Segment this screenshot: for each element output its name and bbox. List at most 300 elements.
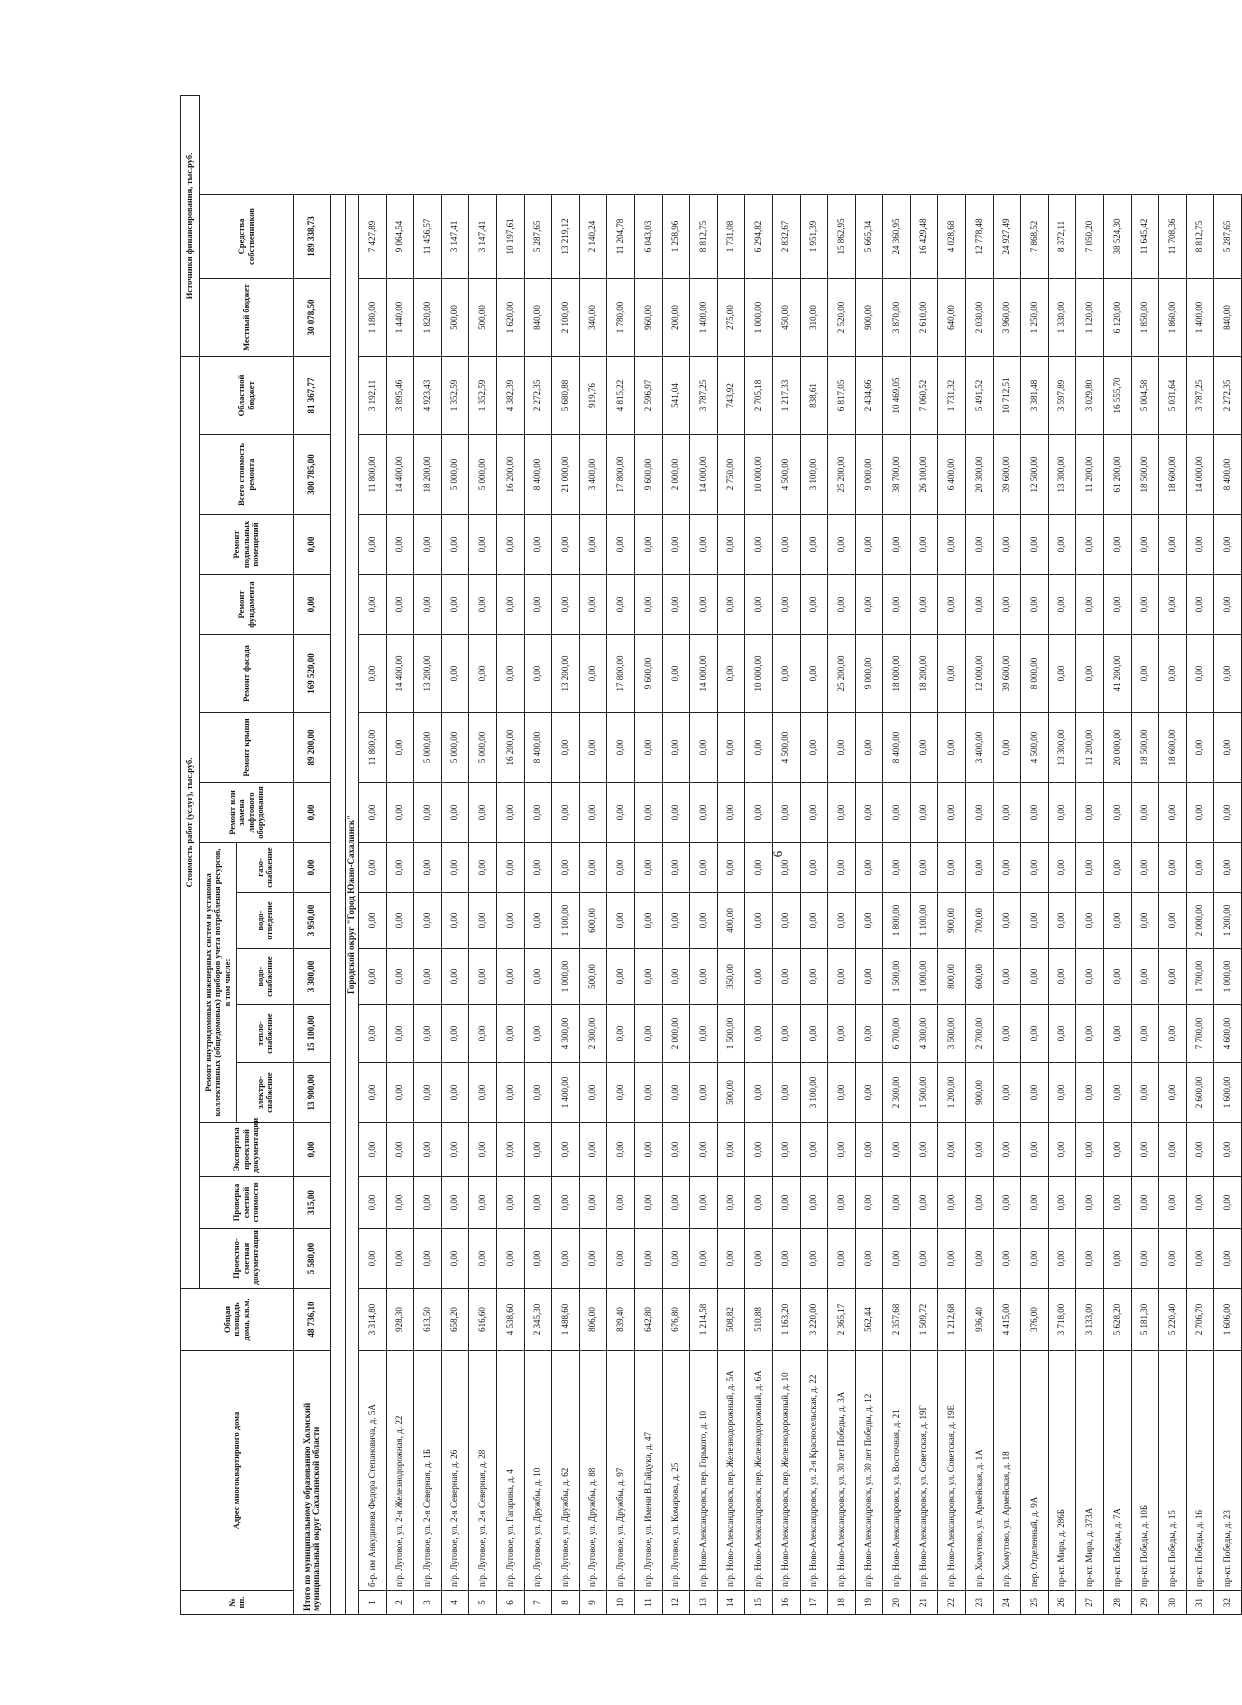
- table-row: [717, 96, 745, 1615]
- row-cell: 4 415,00: [993, 1289, 1021, 1351]
- header-owners: Средства собственников: [200, 194, 294, 278]
- district-label: Городской округ "Город Южно-Сахалинск": [346, 194, 359, 1614]
- row-address: п/р. Ново-Александровск, пер. Горького, д. 10: [690, 1351, 718, 1591]
- row-cell: 1 120,00: [1076, 278, 1104, 356]
- row-cell: 0,00: [938, 1123, 966, 1177]
- row-cell: 0,00: [938, 515, 966, 575]
- row-cell: 0,00: [1214, 575, 1242, 635]
- row-cell: 0,00: [1021, 1229, 1049, 1289]
- total-label: Итого по муниципальному образованию Холмский муниципальный округ Сахалинской области: [294, 1351, 331, 1615]
- row-cell: 0,00: [966, 1177, 994, 1229]
- table-row: [469, 96, 497, 1615]
- header-gas: газо-снабжение: [237, 843, 294, 893]
- row-cell: 0,00: [745, 1177, 773, 1229]
- row-cell: 61 200,00: [1104, 435, 1132, 515]
- row-cell: 0,00: [469, 1063, 497, 1123]
- row-cell: 11 456,57: [414, 194, 442, 278]
- row-cell: 14 400,00: [386, 635, 414, 713]
- row-cell: 0,00: [883, 515, 911, 575]
- row-number: 23: [966, 1591, 994, 1615]
- row-cell: 7 060,52: [910, 356, 938, 434]
- table-row: [800, 96, 828, 1615]
- header-roof: Ремонт крыши: [200, 713, 294, 783]
- row-cell: 7 050,20: [1076, 194, 1104, 278]
- row-address: п/р. Ново-Александровск, ул. Советская, д. 19Г: [910, 1351, 938, 1591]
- row-cell: 1 850,00: [1131, 278, 1159, 356]
- row-cell: 0,00: [441, 575, 469, 635]
- row-cell: 0,00: [855, 1063, 883, 1123]
- total-cell: 0,00: [294, 515, 331, 575]
- row-cell: 0,00: [690, 713, 718, 783]
- row-cell: 3 147,41: [469, 194, 497, 278]
- row-cell: 17 800,00: [607, 435, 635, 515]
- row-cell: 5 491,52: [966, 356, 994, 434]
- row-cell: 700,00: [966, 893, 994, 949]
- row-cell: 4 500,00: [772, 713, 800, 783]
- page-number: 6: [770, 850, 785, 858]
- total-cell: 315,00: [294, 1177, 331, 1229]
- row-cell: 0,00: [441, 1229, 469, 1289]
- row-cell: 0,00: [1021, 783, 1049, 843]
- row-cell: 25 200,00: [828, 435, 856, 515]
- row-cell: 6 700,00: [883, 1005, 911, 1063]
- row-cell: 0,00: [469, 1177, 497, 1229]
- row-cell: 1 731,32: [938, 356, 966, 434]
- row-cell: 1 500,00: [717, 1005, 745, 1063]
- row-cell: 0,00: [1076, 1177, 1104, 1229]
- row-cell: 10 197,61: [496, 194, 524, 278]
- row-address: п/р. Ново-Александровск, пер. Железнодорожный, д. 6А: [745, 1351, 773, 1591]
- row-cell: 600,00: [966, 949, 994, 1005]
- row-cell: 0,00: [414, 575, 442, 635]
- row-cell: 1 250,00: [1021, 278, 1049, 356]
- row-cell: 0,00: [386, 1063, 414, 1123]
- row-cell: 3 500,00: [938, 1005, 966, 1063]
- row-cell: 4 923,43: [414, 356, 442, 434]
- row-cell: 0,00: [938, 783, 966, 843]
- row-cell: 2 345,30: [524, 1289, 552, 1351]
- row-address: п/р. Ново-Александровск, пер. Железнодорожный, д. 5А: [717, 1351, 745, 1591]
- district-row: [346, 96, 359, 1615]
- row-cell: 1 440,00: [386, 278, 414, 356]
- total-cell: 0,00: [294, 783, 331, 843]
- row-cell: 0,00: [1048, 783, 1076, 843]
- row-cell: 0,00: [469, 1229, 497, 1289]
- row-cell: 0,00: [414, 1005, 442, 1063]
- row-cell: 1 200,00: [938, 1063, 966, 1123]
- row-cell: 0,00: [828, 843, 856, 893]
- total-cell: 0,00: [294, 843, 331, 893]
- row-cell: 0,00: [745, 1229, 773, 1289]
- row-cell: 1 100,00: [910, 893, 938, 949]
- row-cell: 0,00: [690, 1123, 718, 1177]
- row-address: п/р. Луговое, ул. 2-я Железнодорожная, д. 22: [386, 1351, 414, 1591]
- row-number: 6: [496, 1591, 524, 1615]
- row-cell: 0,00: [690, 1063, 718, 1123]
- row-cell: 0,00: [662, 1123, 690, 1177]
- row-cell: 0,00: [910, 843, 938, 893]
- table-row: [993, 96, 1021, 1615]
- table-row: [1021, 96, 1049, 1615]
- row-cell: 0,00: [359, 635, 387, 713]
- row-cell: 0,00: [772, 1063, 800, 1123]
- row-cell: 0,00: [607, 783, 635, 843]
- row-cell: 0,00: [855, 713, 883, 783]
- total-cell: 169 520,00: [294, 635, 331, 713]
- table-row: [855, 96, 883, 1615]
- row-cell: 0,00: [662, 713, 690, 783]
- row-cell: 0,00: [524, 1123, 552, 1177]
- row-cell: 0,00: [634, 1063, 662, 1123]
- row-cell: 0,00: [745, 1063, 773, 1123]
- row-cell: 0,00: [690, 843, 718, 893]
- row-cell: 0,00: [938, 1177, 966, 1229]
- row-number: 16: [772, 1591, 800, 1615]
- row-number: 30: [1159, 1591, 1187, 1615]
- total-cell: 0,00: [294, 575, 331, 635]
- repair-program-table: [180, 95, 1242, 1615]
- row-cell: 0,00: [1131, 515, 1159, 575]
- row-cell: 0,00: [855, 1177, 883, 1229]
- row-cell: 0,00: [1021, 893, 1049, 949]
- row-cell: 0,00: [524, 783, 552, 843]
- row-cell: 5 000,00: [441, 435, 469, 515]
- row-cell: 1 600,00: [1214, 1063, 1242, 1123]
- spacer-row: [331, 96, 346, 1615]
- row-cell: 0,00: [414, 1177, 442, 1229]
- row-cell: 0,00: [1159, 949, 1187, 1005]
- row-cell: 2 596,97: [634, 356, 662, 434]
- row-cell: 0,00: [496, 1063, 524, 1123]
- row-cell: 0,00: [855, 515, 883, 575]
- row-cell: 12 000,00: [966, 635, 994, 713]
- row-cell: 0,00: [1076, 843, 1104, 893]
- row-cell: 0,00: [662, 783, 690, 843]
- row-cell: 0,00: [496, 1177, 524, 1229]
- row-cell: 0,00: [772, 1229, 800, 1289]
- row-cell: 0,00: [441, 515, 469, 575]
- row-cell: 2 365,17: [828, 1289, 856, 1351]
- row-cell: 0,00: [662, 1063, 690, 1123]
- row-cell: 0,00: [634, 1177, 662, 1229]
- row-address: п/р. Луговое, ул. Дружбы, д. 10: [524, 1351, 552, 1591]
- row-cell: 5 000,00: [469, 435, 497, 515]
- row-cell: 2 000,00: [1186, 893, 1214, 949]
- row-number: 13: [690, 1591, 718, 1615]
- header-sewer: водо-отведение: [237, 893, 294, 949]
- row-cell: 3 147,41: [441, 194, 469, 278]
- row-cell: 0,00: [855, 575, 883, 635]
- row-cell: 0,00: [1214, 1229, 1242, 1289]
- row-cell: 2 000,00: [662, 435, 690, 515]
- row-cell: 0,00: [1104, 1229, 1132, 1289]
- row-cell: 616,60: [469, 1289, 497, 1351]
- table-row: [579, 96, 607, 1615]
- row-cell: 0,00: [1076, 1123, 1104, 1177]
- row-cell: 0,00: [883, 575, 911, 635]
- row-number: 14: [717, 1591, 745, 1615]
- table-row: [1214, 96, 1242, 1615]
- row-cell: 11 800,00: [359, 713, 387, 783]
- row-cell: 0,00: [579, 1177, 607, 1229]
- row-cell: 0,00: [414, 893, 442, 949]
- row-cell: 2 706,70: [1186, 1289, 1214, 1351]
- row-cell: 0,00: [745, 1005, 773, 1063]
- row-cell: 0,00: [966, 515, 994, 575]
- row-cell: 840,00: [1214, 278, 1242, 356]
- row-cell: 3 314,80: [359, 1289, 387, 1351]
- table-row: [634, 96, 662, 1615]
- row-cell: 0,00: [1104, 893, 1132, 949]
- row-cell: 1 400,00: [552, 1063, 580, 1123]
- row-address: п/р. Ново-Александровск, ул. 30 лет Победы, д. 12: [855, 1351, 883, 1591]
- row-cell: 0,00: [828, 1123, 856, 1177]
- row-cell: 0,00: [634, 893, 662, 949]
- row-cell: 0,00: [1131, 1123, 1159, 1177]
- row-cell: 0,00: [690, 1229, 718, 1289]
- table-row: [938, 96, 966, 1615]
- row-cell: 800,00: [938, 949, 966, 1005]
- row-cell: 0,00: [1076, 1063, 1104, 1123]
- row-cell: 0,00: [524, 1005, 552, 1063]
- row-cell: 0,00: [634, 1229, 662, 1289]
- row-cell: 3 895,46: [386, 356, 414, 434]
- row-cell: 5 004,58: [1131, 356, 1159, 434]
- row-cell: 0,00: [496, 893, 524, 949]
- row-cell: 0,00: [1214, 713, 1242, 783]
- row-cell: 0,00: [910, 575, 938, 635]
- row-cell: 0,00: [386, 893, 414, 949]
- row-cell: 2 030,00: [966, 278, 994, 356]
- row-cell: 450,00: [772, 278, 800, 356]
- row-cell: 0,00: [607, 1005, 635, 1063]
- row-cell: 0,00: [772, 1123, 800, 1177]
- row-cell: 0,00: [607, 575, 635, 635]
- row-cell: 18 500,00: [1131, 713, 1159, 783]
- row-cell: 9 000,00: [855, 435, 883, 515]
- row-cell: 0,00: [1048, 575, 1076, 635]
- row-cell: 8 372,11: [1048, 194, 1076, 278]
- row-cell: 0,00: [469, 893, 497, 949]
- row-cell: 8 812,75: [690, 194, 718, 278]
- row-cell: 0,00: [441, 635, 469, 713]
- row-address: п/р. Хомутово, ул. Армейская, д. 18: [993, 1351, 1021, 1591]
- total-cell: 189 338,73: [294, 194, 331, 278]
- row-cell: 5 000,00: [414, 713, 442, 783]
- row-cell: 3 787,25: [1186, 356, 1214, 434]
- row-cell: 0,00: [938, 713, 966, 783]
- row-cell: 1 217,33: [772, 356, 800, 434]
- row-address: пр-кт. Победы, д. 10Б: [1131, 1351, 1159, 1591]
- header-group-engineering: Ремонт внутридомовых инженерных систем и установка коллективных (общедомовых) приборов учета потребления ресурсов, в том числе:: [200, 843, 237, 1123]
- row-cell: 0,00: [1159, 575, 1187, 635]
- row-cell: 500,00: [469, 278, 497, 356]
- row-cell: 0,00: [524, 1177, 552, 1229]
- row-cell: 38 524,30: [1104, 194, 1132, 278]
- row-cell: 1 500,00: [883, 949, 911, 1005]
- row-cell: 0,00: [993, 1229, 1021, 1289]
- row-address: п/р. Луговое, ул. Дружбы, д. 62: [552, 1351, 580, 1591]
- row-cell: 0,00: [359, 1005, 387, 1063]
- row-cell: 0,00: [1186, 635, 1214, 713]
- row-cell: 16 555,70: [1104, 356, 1132, 434]
- row-cell: 6 400,00: [938, 435, 966, 515]
- row-cell: 0,00: [1159, 1177, 1187, 1229]
- row-cell: 9 000,00: [855, 635, 883, 713]
- row-cell: 0,00: [441, 1005, 469, 1063]
- header-regional: Областной бюджет: [200, 356, 294, 434]
- row-cell: 1 500,00: [910, 1063, 938, 1123]
- row-cell: 6 120,00: [1104, 278, 1132, 356]
- row-cell: 0,00: [496, 515, 524, 575]
- row-cell: 0,00: [828, 1177, 856, 1229]
- row-cell: 1 000,00: [745, 278, 773, 356]
- total-cell: 300 785,00: [294, 435, 331, 515]
- row-cell: 8 400,00: [883, 713, 911, 783]
- row-cell: 0,00: [855, 1229, 883, 1289]
- row-cell: 4 600,00: [1214, 1005, 1242, 1063]
- row-cell: 0,00: [800, 1229, 828, 1289]
- row-address: пр-кт. Победы, д. 7А: [1104, 1351, 1132, 1591]
- row-cell: 0,00: [800, 949, 828, 1005]
- row-cell: 0,00: [1214, 1123, 1242, 1177]
- table-row: [552, 96, 580, 1615]
- row-cell: 0,00: [690, 515, 718, 575]
- row-cell: 0,00: [1131, 1005, 1159, 1063]
- row-cell: 0,00: [1048, 1177, 1076, 1229]
- row-cell: 0,00: [938, 575, 966, 635]
- row-cell: 4 538,60: [496, 1289, 524, 1351]
- row-cell: 0,00: [1131, 783, 1159, 843]
- row-cell: 2 300,00: [579, 1005, 607, 1063]
- row-cell: 510,88: [745, 1289, 773, 1351]
- row-cell: 1 820,00: [414, 278, 442, 356]
- row-cell: 0,00: [883, 1229, 911, 1289]
- row-cell: 0,00: [772, 949, 800, 1005]
- row-cell: 0,00: [828, 1063, 856, 1123]
- row-cell: 0,00: [414, 1229, 442, 1289]
- row-cell: 0,00: [717, 635, 745, 713]
- row-cell: 2 434,66: [855, 356, 883, 434]
- row-cell: 0,00: [414, 949, 442, 1005]
- row-cell: 0,00: [469, 1123, 497, 1177]
- row-cell: 18 600,00: [1159, 435, 1187, 515]
- row-cell: 1 000,00: [552, 949, 580, 1005]
- row-cell: 0,00: [1048, 843, 1076, 893]
- row-cell: 0,00: [828, 783, 856, 843]
- row-cell: 0,00: [1076, 515, 1104, 575]
- table-row: [745, 96, 773, 1615]
- row-cell: 0,00: [855, 1123, 883, 1177]
- table-row: [359, 96, 387, 1615]
- row-cell: 0,00: [828, 515, 856, 575]
- row-number: 28: [1104, 1591, 1132, 1615]
- row-cell: 0,00: [1131, 893, 1159, 949]
- row-cell: 0,00: [690, 949, 718, 1005]
- row-cell: 2 610,00: [910, 278, 938, 356]
- row-cell: 0,00: [1104, 1063, 1132, 1123]
- row-cell: 562,44: [855, 1289, 883, 1351]
- row-address: п/р. Хомутово, ул. Армейская, д. 1А: [966, 1351, 994, 1591]
- row-cell: 0,00: [552, 1229, 580, 1289]
- row-cell: 1 214,58: [690, 1289, 718, 1351]
- row-cell: 0,00: [1076, 1229, 1104, 1289]
- row-cell: 0,00: [800, 713, 828, 783]
- row-cell: 0,00: [579, 1229, 607, 1289]
- row-cell: 11 645,42: [1131, 194, 1159, 278]
- table-row: [690, 96, 718, 1615]
- row-cell: 15 862,95: [828, 194, 856, 278]
- row-cell: 0,00: [441, 893, 469, 949]
- row-cell: 0,00: [552, 843, 580, 893]
- row-number: 29: [1131, 1591, 1159, 1615]
- row-cell: 0,00: [469, 575, 497, 635]
- row-cell: 0,00: [552, 515, 580, 575]
- row-cell: 20 000,00: [1104, 713, 1132, 783]
- row-cell: 0,00: [717, 575, 745, 635]
- row-cell: 0,00: [1076, 783, 1104, 843]
- row-cell: 0,00: [717, 1177, 745, 1229]
- row-cell: 2 705,18: [745, 356, 773, 434]
- row-cell: 0,00: [690, 1005, 718, 1063]
- row-cell: 0,00: [441, 783, 469, 843]
- row-cell: 0,00: [579, 575, 607, 635]
- row-cell: 0,00: [1104, 1005, 1132, 1063]
- row-cell: 0,00: [993, 1177, 1021, 1229]
- row-cell: 0,00: [1214, 515, 1242, 575]
- row-cell: 0,00: [1131, 949, 1159, 1005]
- row-cell: 20 300,00: [966, 435, 994, 515]
- row-cell: 0,00: [1214, 843, 1242, 893]
- row-cell: 0,00: [359, 949, 387, 1005]
- header-local: Местный бюджет: [200, 278, 294, 356]
- row-cell: 0,00: [1104, 1123, 1132, 1177]
- row-cell: 0,00: [1076, 1005, 1104, 1063]
- row-cell: 0,00: [1021, 843, 1049, 893]
- row-address: п/р. Ново-Александровск, пер. Железнодорожный, д. 10: [772, 1351, 800, 1591]
- row-address: п/р. Луговое, ул. 2-я Северная, д. 28: [469, 1351, 497, 1591]
- row-cell: 2 272,35: [524, 356, 552, 434]
- row-cell: 0,00: [1186, 1229, 1214, 1289]
- total-cell: 89 200,00: [294, 713, 331, 783]
- row-cell: 0,00: [1104, 783, 1132, 843]
- row-cell: 500,00: [441, 278, 469, 356]
- row-cell: 0,00: [1021, 1177, 1049, 1229]
- row-cell: 1 400,00: [690, 278, 718, 356]
- row-number: 24: [993, 1591, 1021, 1615]
- row-cell: 0,00: [1048, 949, 1076, 1005]
- row-cell: 11 708,36: [1159, 194, 1187, 278]
- row-cell: 0,00: [800, 575, 828, 635]
- row-cell: 0,00: [717, 1229, 745, 1289]
- row-cell: 2 832,67: [772, 194, 800, 278]
- header-check: Проверка сметной стоимости: [200, 1177, 294, 1229]
- table-row: [1104, 96, 1132, 1615]
- row-cell: 0,00: [552, 1123, 580, 1177]
- row-cell: 0,00: [938, 1229, 966, 1289]
- row-cell: 13 200,00: [552, 635, 580, 713]
- row-cell: 3 597,89: [1048, 356, 1076, 434]
- row-cell: 4 028,68: [938, 194, 966, 278]
- row-number: 8: [552, 1591, 580, 1615]
- row-cell: 3 381,48: [1021, 356, 1049, 434]
- row-cell: 0,00: [414, 1123, 442, 1177]
- row-cell: 5 000,00: [441, 713, 469, 783]
- row-cell: 0,00: [993, 575, 1021, 635]
- row-cell: 0,00: [1048, 635, 1076, 713]
- row-cell: 18 200,00: [910, 635, 938, 713]
- row-cell: 16 200,00: [496, 713, 524, 783]
